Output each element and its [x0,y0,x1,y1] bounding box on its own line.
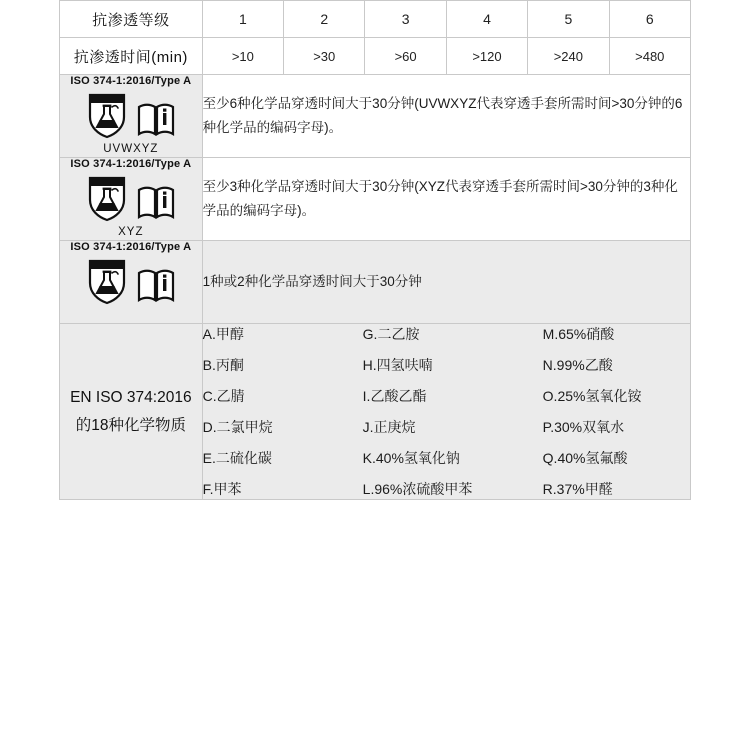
level-cell-5: 5 [528,1,609,38]
list-item: M.65%硝酸 [542,326,615,342]
list-item: E.二硫化碳 [202,450,272,466]
iso-standard-title-2: ISO 374-1:2016/Type A [70,158,192,170]
level-cell-4: 4 [446,1,527,38]
iso-badge-cell-3 [60,241,203,324]
erlenmeyer-flask-shield-icon [87,93,127,139]
iso-description-text-1: 至少6种化学品穿透时间大于30分钟(UVWXYZ代表穿透手套所需时间>30分钟的6种化学品的编码字母)。 [202,96,683,135]
level-cell-6: 6 [609,1,690,38]
iso-icon-group-1 [60,91,202,139]
list-item: F.甲苯 [202,481,242,497]
instruction-booklet-icon [137,101,175,139]
table-row-iso-type-a-three [60,158,691,241]
glove-chemical-resistance-table [59,0,691,500]
iso-icon-group-3 [60,257,202,305]
list-item: P.30%双氧水 [542,419,625,435]
iso-description-3 [202,241,690,324]
table-row-iso-type-a-six [60,75,691,158]
table-row-permeation-time [60,38,691,75]
row-header-permeation-time: 抗渗透时间(min) [60,38,203,75]
list-item: J.正庚烷 [362,419,416,435]
chemicals-label-line2: 的18种化学物质 [75,416,186,434]
instruction-booklet-icon [137,267,175,305]
erlenmeyer-flask-shield-icon [87,176,127,222]
chemicals-label-line1: EN ISO 374:2016 [70,388,192,406]
iso-standard-title-3: ISO 374-1:2016/Type A [70,241,192,253]
list-item: N.99%乙酸 [542,357,613,373]
list-item: B.丙酮 [202,357,244,373]
list-item: D.二氯甲烷 [202,419,273,435]
list-item: R.37%甲醛 [542,481,613,497]
list-item: L.96%浓硫酸甲苯 [362,481,473,497]
chemicals-section-label [60,324,203,500]
list-item: O.25%氢氧化铵 [542,388,642,404]
list-item: Q.40%氢氟酸 [542,450,628,466]
erlenmeyer-flask-shield-icon [87,259,127,305]
time-cell-6: >480 [609,38,690,75]
chemicals-list-cell [202,324,690,500]
time-cell-4: >120 [446,38,527,75]
time-cell-3: >60 [365,38,446,75]
iso-description-text-2: 至少3种化学品穿透时间大于30分钟(XYZ代表穿透手套所需时间>30分钟的3种化学品的编码字母)。 [202,179,678,218]
list-item: K.40%氢氧化钠 [362,450,460,466]
iso-badge-cell-1 [60,75,203,158]
table-row-chemicals [60,324,691,500]
list-item: H.四氢呋喃 [362,357,433,373]
list-item: C.乙腈 [202,388,245,404]
iso-chemical-code-1: UVWXYZ [103,143,159,155]
table-row-permeation-level [60,1,691,38]
iso-description-1 [202,75,690,158]
list-item: A.甲醇 [202,326,244,342]
iso-chemical-code-3 [60,309,202,323]
list-item: I.乙酸乙酯 [362,388,427,404]
level-cell-2: 2 [284,1,365,38]
instruction-booklet-icon [137,184,175,222]
level-cell-3: 3 [365,1,446,38]
time-cell-2: >30 [284,38,365,75]
iso-badge-cell-2 [60,158,203,241]
iso-standard-title-1: ISO 374-1:2016/Type A [70,75,192,87]
row-header-permeation-level: 抗渗透等级 [60,1,203,38]
time-cell-5: >240 [528,38,609,75]
time-cell-1: >10 [202,38,283,75]
chemicals-grid [203,324,690,499]
table-row-iso-type-a-onetwo [60,241,691,324]
iso-description-2 [202,158,690,241]
list-item: G.二乙胺 [362,326,420,342]
iso-description-text-3: 1种或2种化学品穿透时间大于30分钟 [202,274,422,290]
iso-chemical-code-2: XYZ [118,226,144,238]
iso-icon-group-2 [60,174,202,222]
level-cell-1: 1 [202,1,283,38]
